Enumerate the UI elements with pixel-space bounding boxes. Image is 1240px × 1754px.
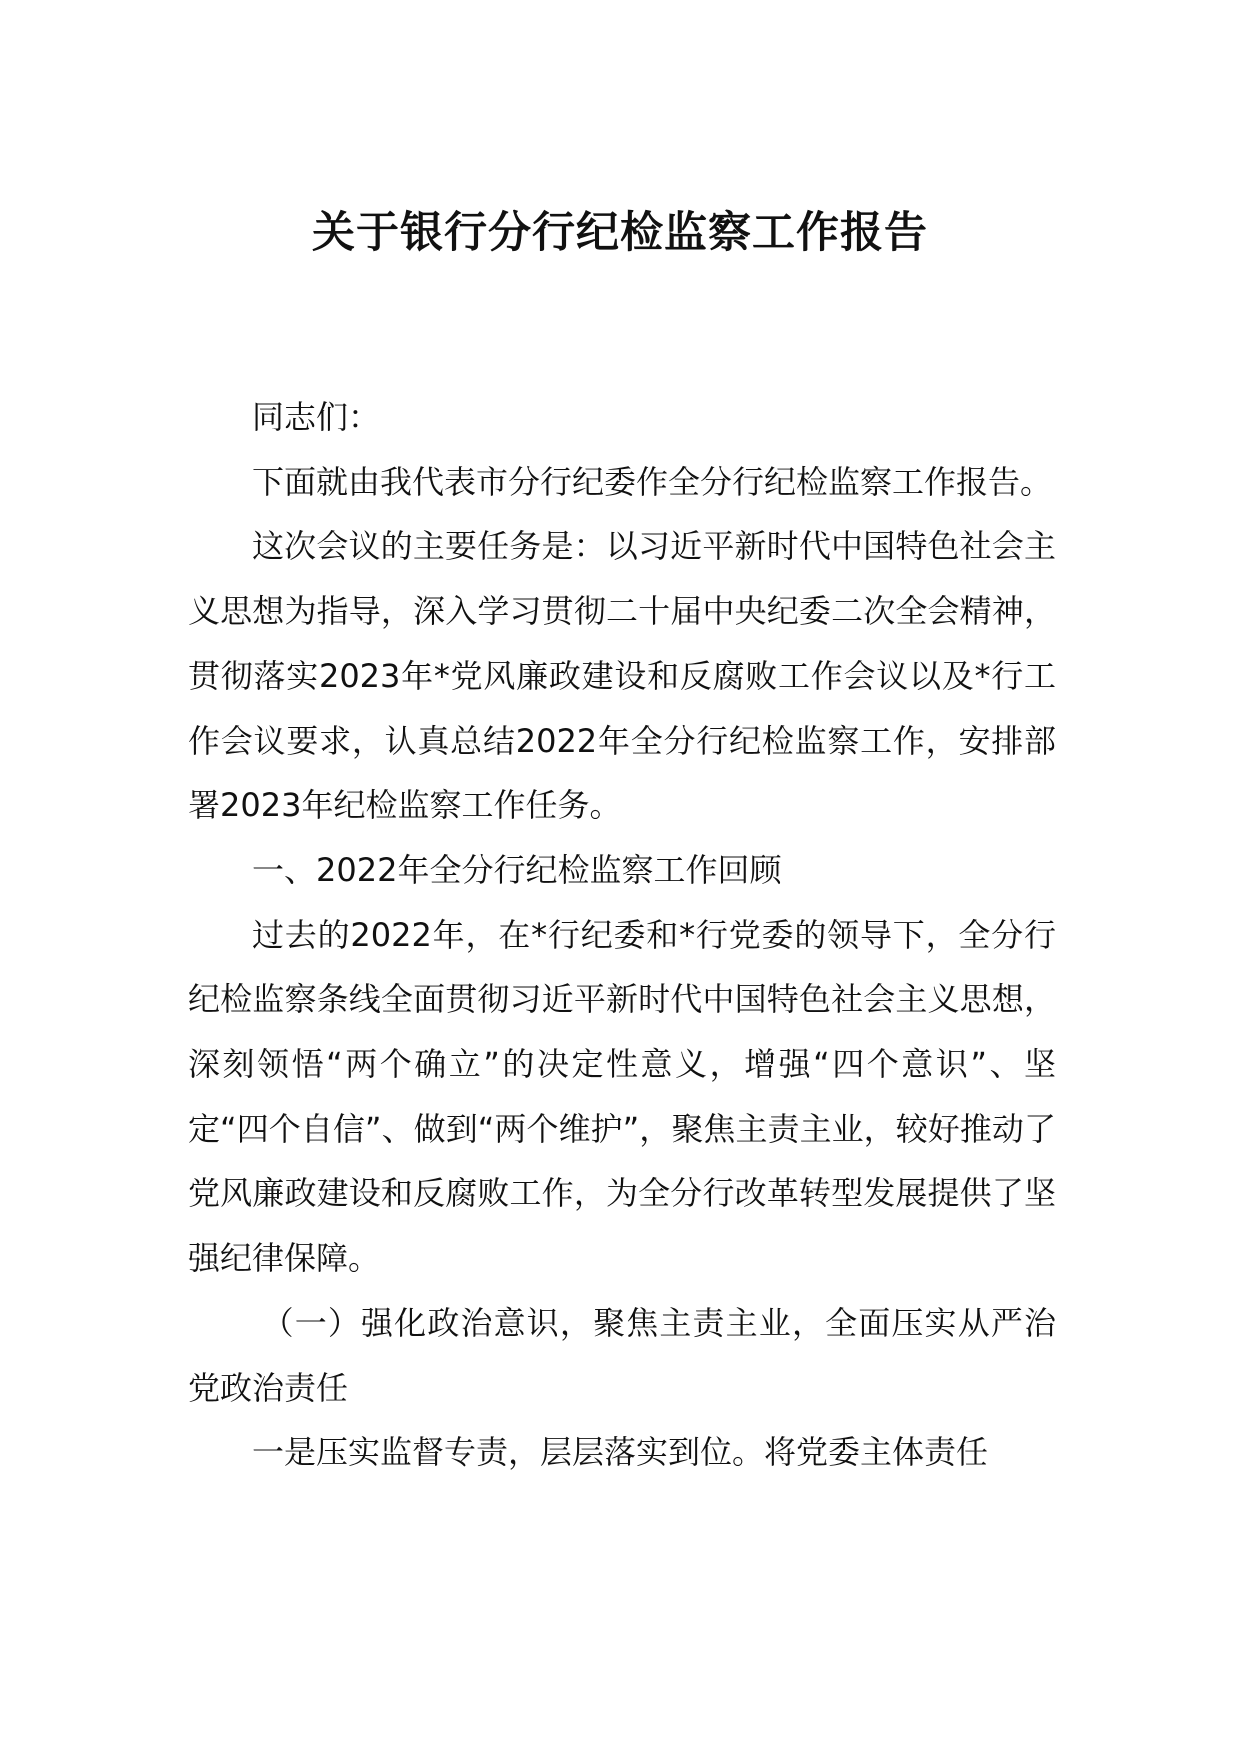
body-paragraph: 一是压实监督专责，层层落实到位。将党委主体责任 bbox=[252, 1433, 989, 1472]
section-heading: 一、2022年全分行纪检监察工作回顾 bbox=[252, 850, 782, 889]
body-paragraph: 下面就由我代表市分行纪委作全分行纪检监察工作报告。 bbox=[252, 462, 1053, 501]
subsection-heading: （一）强化政治意识，聚焦主责主业，全面压实从严治党政治责任 bbox=[188, 1303, 1056, 1407]
body-paragraph: 这次会议的主要任务是：以习近平新时代中国特色社会主义思想为指导，深入学习贯彻二十届中央纪委二次全会精神，贯彻落实2023年*党风廉政建设和反腐败工作会议以及*行工作会议要求，认真总结2022年全分行纪检监察工作，安排部署2023年纪检监察工作任务。 bbox=[188, 527, 1056, 825]
body-paragraph: 过去的2022年，在*行纪委和*行党委的领导下，全分行纪检监察条线全面贯彻习近平新时代中国特色社会主义思想，深刻领悟“两个确立”的决定性意义，增强“四个意识”、坚定“四个自信”、做到“两个维护”，聚焦主责主业，较好推动了党风廉政建设和反腐败工作，为全分行改革转型发展提供了坚强纪律保障。 bbox=[188, 915, 1056, 1278]
document-body bbox=[188, 385, 1056, 1485]
document-title: 关于银行分行纪检监察工作报告 bbox=[312, 208, 928, 258]
salutation: 同志们： bbox=[252, 398, 381, 436]
